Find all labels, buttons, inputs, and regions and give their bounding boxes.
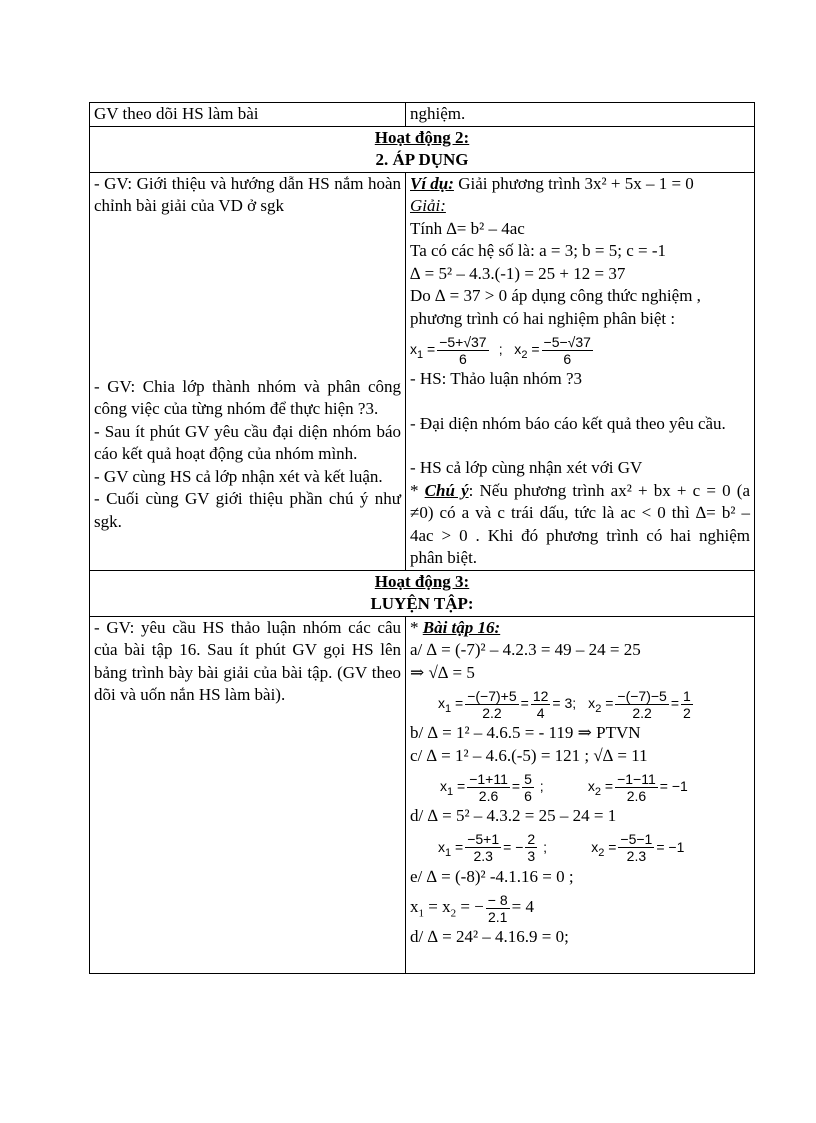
example-label: Ví dụ: bbox=[410, 173, 454, 193]
part-d-roots: $x_1$ = $\frac{-5+1}{2.3}$ = − $\frac{2}{3}$ ; $x_2$ = $\frac{-5-1}{2.3}$ = −1 bbox=[438, 831, 685, 865]
row0-right: nghiệm. bbox=[406, 103, 755, 127]
activity-2-row bbox=[90, 172, 755, 570]
activity-3-row bbox=[90, 616, 755, 973]
activity-2-subtitle: 2. ÁP DỤNG bbox=[375, 150, 469, 169]
x1-numerator: −5+√37 bbox=[439, 333, 487, 350]
teacher-step-3: - Sau ít phút GV yêu cầu đại diện nhóm báo cáo kết quả hoạt động của nhóm mình. bbox=[94, 421, 401, 463]
part-e-delta: e/ ∆ = (-8)² -4.1.16 = 0 ; bbox=[410, 866, 574, 886]
x2-denominator: 6 bbox=[563, 350, 572, 367]
part-f-delta: d/ ∆ = 24² – 4.16.9 = 0; bbox=[410, 927, 569, 946]
activity-3-student: * Bài tập 16: a/ ∆ = (-7)² – 4.2.3 = 49 – 24 = 25 ⇒ √∆ = 5 $x_1$ = $\frac{-(-7)+5}{2.2}$ = $\frac{12}{4}$ = 3; $x_2$ = $\frac{-(-7)-5}{2.2}$ = $\frac{1}{2}$ b/ ∆ = 1² – 4.6.5 = - 119 ⇒ PTVN c/ ∆ = 1² – 4.6.(-5) = 121 ; √∆ = 11 $x_1$ = $\frac{-1+11}{2.6}$ = $\frac{5}{6}$ ; $x_2$ = $\frac{-1-11}{2.6}$ = −1 d/ ∆ = 5² – 4.3.2 = 25 – 24 = 1 $x_1$ = $\frac{-5+1}{2.3}$ = − $\frac{2}{3}$ ; $x_2$ = $\frac{-5-1}{2.3}$ = −1 e/ ∆ = (-8)² -4.1.16 = 0 ; $x_1 = x_2$ = − $\frac{- 8}{2.1}$ = 4 d/ ∆ = 24² – 4.16.9 = 0; bbox=[406, 616, 755, 973]
x2-numerator: −5−√37 bbox=[543, 333, 591, 350]
student-step-2: - Đại diện nhóm báo cáo kết quả theo yêu cầu. bbox=[410, 413, 726, 433]
activity-2-teacher bbox=[90, 172, 406, 570]
row-continuation bbox=[90, 103, 755, 127]
activity-3-header bbox=[90, 570, 755, 616]
teacher-step-2: - GV: Chia lớp thành nhóm và phân công công việc của từng nhóm để thực hiện ?3. bbox=[94, 376, 401, 418]
lesson-table bbox=[89, 102, 755, 974]
activity-2-header bbox=[90, 126, 755, 172]
teacher-step-1: - GV: Giới thiệu và hướng dẫn HS nắm hoàn chỉnh bài giải của VD ở sgk bbox=[94, 173, 401, 215]
student-step-3: - HS cả lớp cùng nhận xét với GV bbox=[410, 458, 643, 477]
solution-line-1: Tính ∆= b² – 4ac bbox=[410, 218, 525, 238]
solution-label: Giải: bbox=[410, 196, 446, 215]
solution-line-5: phương trình có hai nghiệm phân biệt : bbox=[410, 308, 676, 328]
activity-2-title: Hoạt động 2: bbox=[374, 127, 470, 147]
activity-3-teacher bbox=[90, 616, 406, 973]
exercise-label: Bài tập 16: bbox=[422, 617, 501, 637]
solution-line-2: Ta có các hệ số là: a = 3; b = 5; c = -1 bbox=[410, 241, 667, 260]
part-a-sqrt: ⇒ √∆ = 5 bbox=[410, 662, 475, 682]
solution-line-4: Do ∆ = 37 > 0 áp dụng công thức nghiệm , bbox=[410, 286, 701, 305]
part-d-delta: d/ ∆ = 5² – 4.3.2 = 25 – 24 = 1 bbox=[410, 806, 617, 825]
note-text: : Nếu phương trình ax² + bx + c = 0 (a ≠0) có a và c trái dấu, tức là ac < 0 thì ∆= b² – 4ac > 0 . Khi đó phương trình có hai nghiệm phân biệt. bbox=[410, 480, 751, 567]
part-a-roots: $x_1$ = $\frac{-(-7)+5}{2.2}$ = $\frac{12}{4}$ = 3; $x_2$ = $\frac{-(-7)-5}{2.2}$ = $\frac{1}{2}$ bbox=[438, 687, 691, 721]
student-step-1: - HS: Thảo luận nhóm ?3 bbox=[410, 369, 583, 388]
note-label: Chú ý bbox=[424, 480, 469, 500]
part-a-delta: a/ ∆ = (-7)² – 4.2.3 = 49 – 24 = 25 bbox=[410, 640, 641, 659]
roots-formula: $x_1$ = $\frac{-5+√37}{6}$ ; $x_2$ = $\frac{-5-√37}{6}$ bbox=[410, 333, 591, 367]
activity-2-student bbox=[406, 172, 755, 570]
note-paragraph: * Chú ý: Nếu phương trình ax² + bx + c = 0 (a ≠0) có a và c trái dấu, tức là ac < 0 thì ∆= b² – 4ac > 0 . Khi đó phương trình có hai nghiệm phân biệt. bbox=[410, 480, 751, 567]
part-c-roots: $x_1$ = $\frac{-1+11}{2.6}$ = $\frac{5}{6}$ ; $x_2$ = $\frac{-1-11}{2.6}$ = −1 bbox=[440, 770, 688, 804]
example-text: Giải phương trình 3x² + 5x – 1 = 0 bbox=[453, 173, 694, 193]
activity-3-subtitle: LUYỆN TẬP: bbox=[370, 594, 474, 613]
part-c-delta: c/ ∆ = 1² – 4.6.(-5) = 121 ; √∆ = 11 bbox=[410, 745, 648, 765]
teacher-step-5: - Cuối cùng GV giới thiệu phần chú ý như sgk. bbox=[94, 489, 401, 531]
x1-denominator: 6 bbox=[459, 350, 467, 367]
part-e-roots: $x_1 = x_2$ = − $\frac{- 8}{2.1}$ = 4 bbox=[410, 891, 534, 925]
exercise-instructions: - GV: yêu cầu HS thảo luận nhóm các câu của bài tập 16. Sau ít phút GV gọi HS lên bảng trình bày bài giải của bài tập. (GV theo dõi và uốn nắn HS làm bài). bbox=[94, 617, 401, 704]
row0-left: GV theo dõi HS làm bài bbox=[90, 103, 406, 127]
part-b: b/ ∆ = 1² – 4.6.5 = - 119 ⇒ PTVN bbox=[410, 723, 641, 742]
activity-3-title: Hoạt động 3: bbox=[374, 571, 470, 591]
teacher-step-4: - GV cùng HS cả lớp nhận xét và kết luận. bbox=[94, 466, 383, 486]
solution-line-3: ∆ = 5² – 4.3.(-1) = 25 + 12 = 37 bbox=[410, 263, 626, 283]
